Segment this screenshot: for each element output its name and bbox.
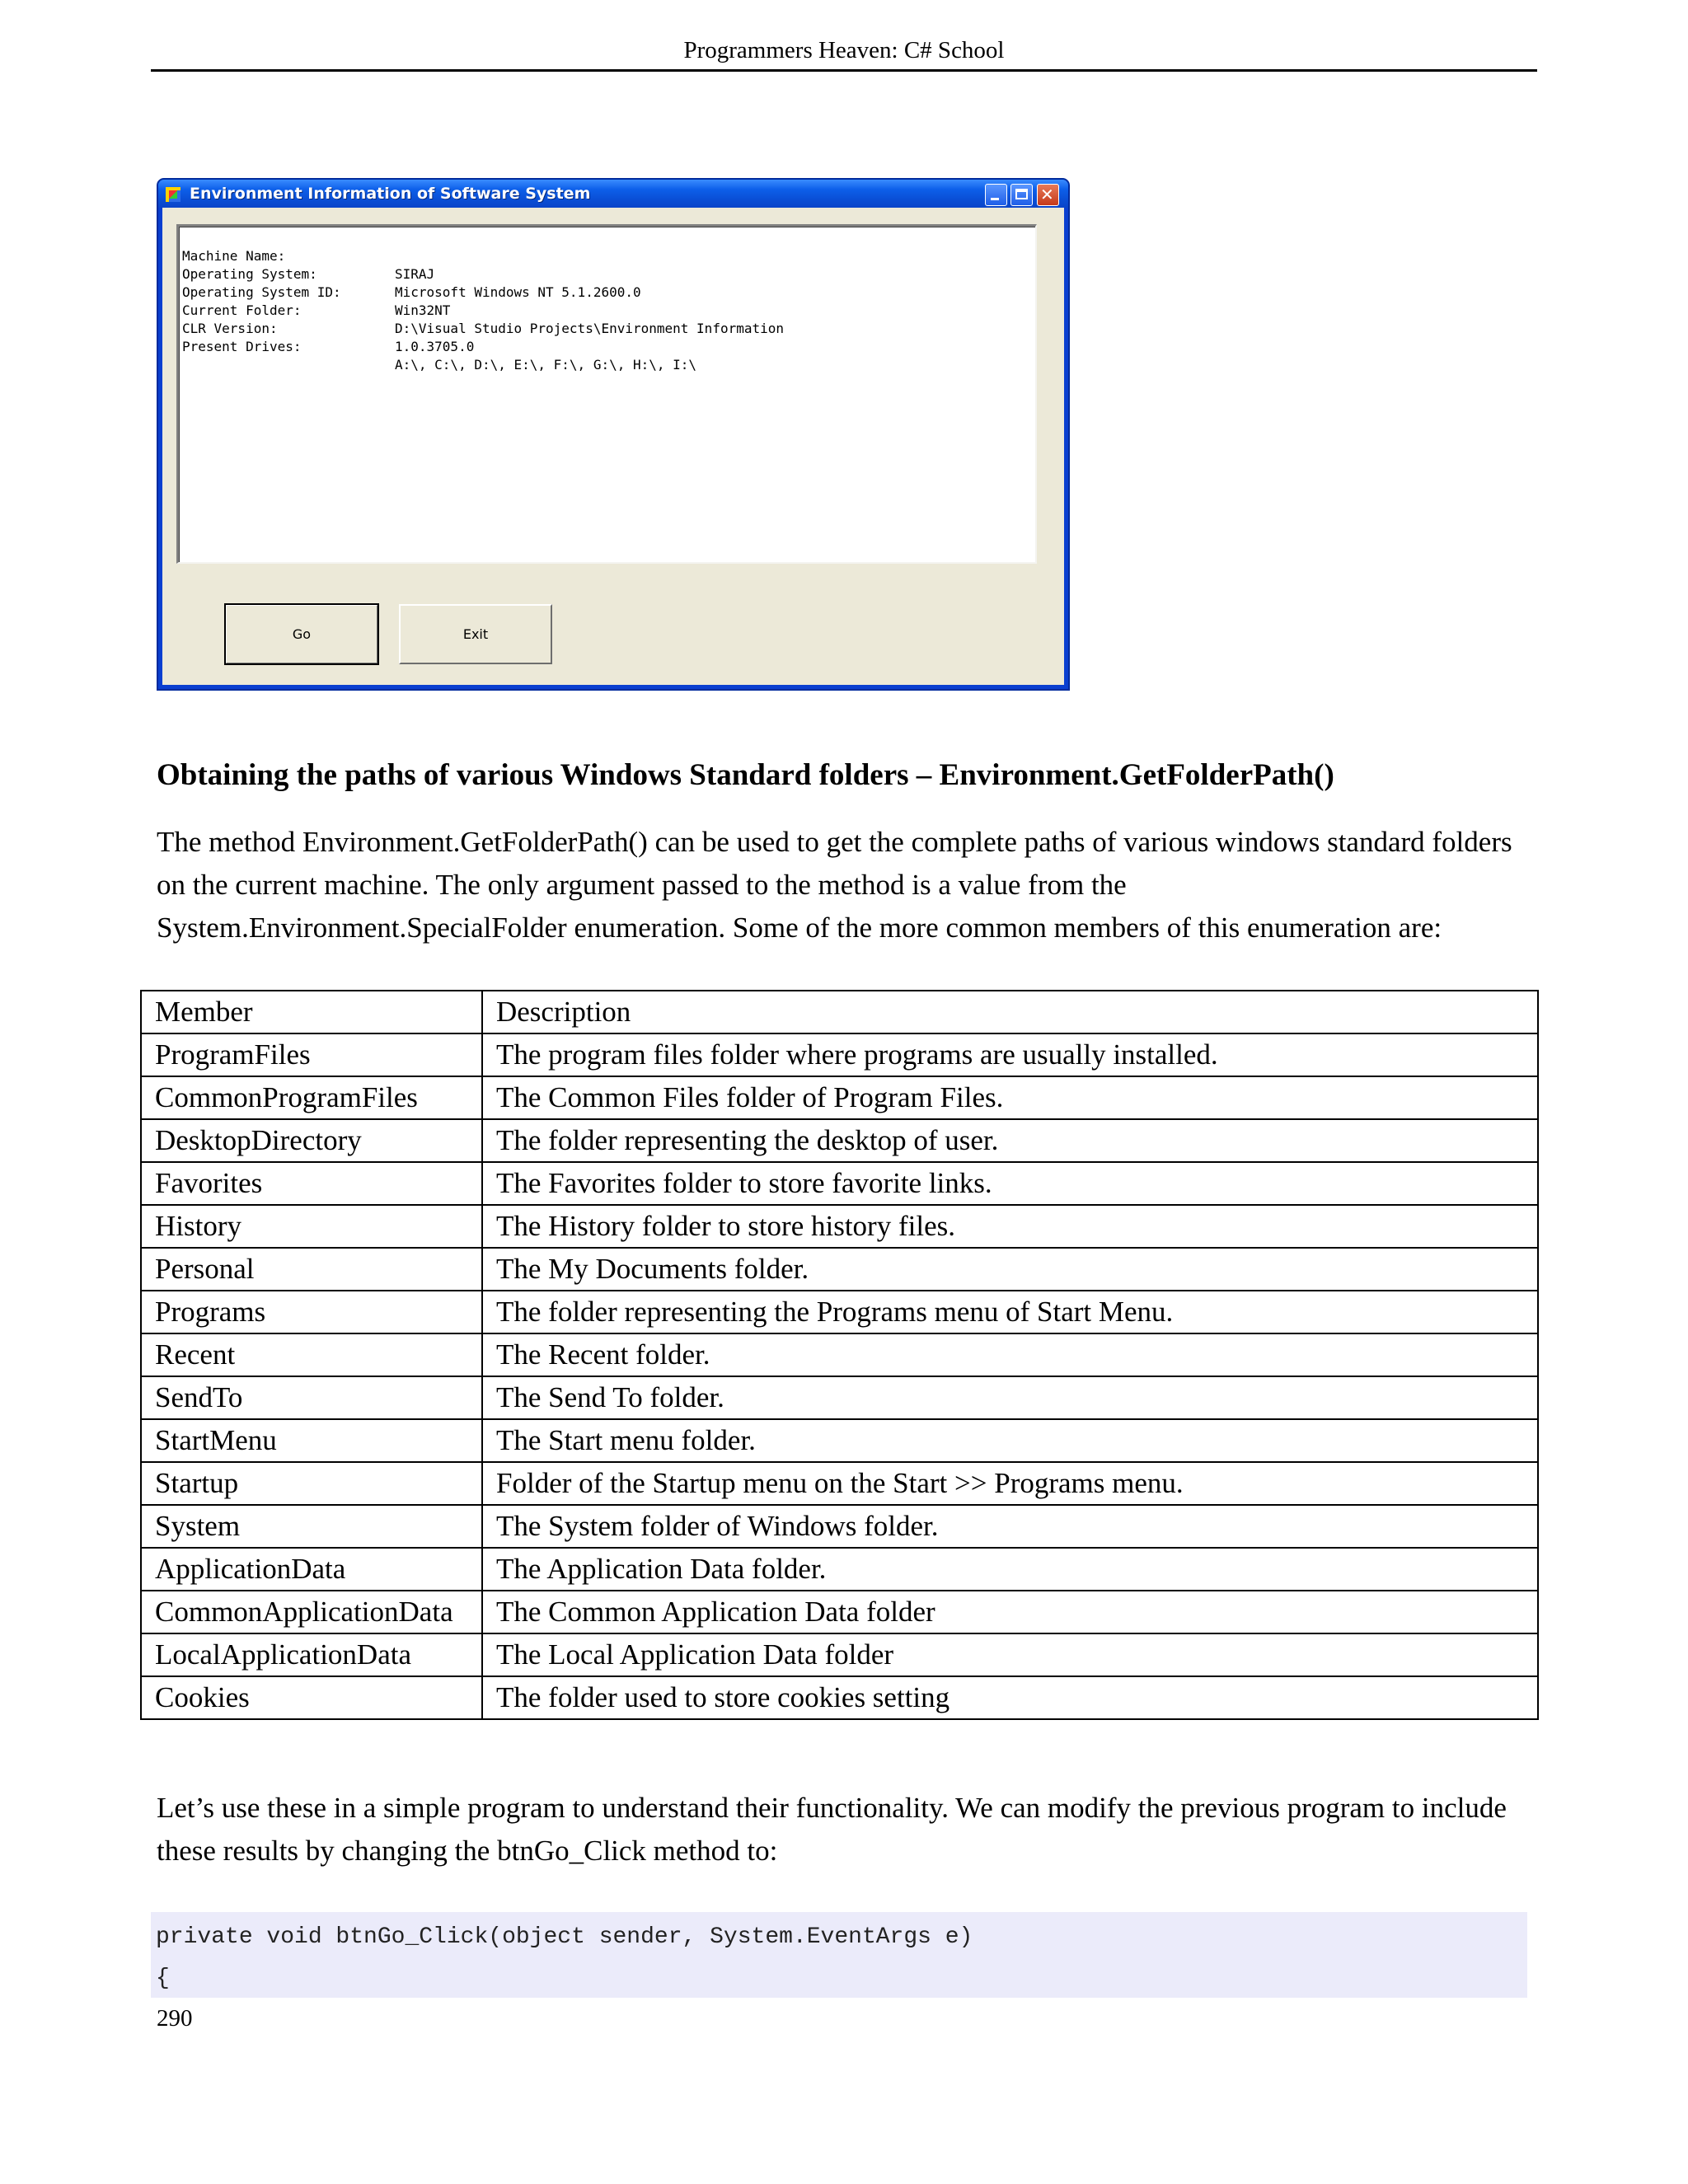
member-cell: System: [141, 1505, 482, 1548]
intro-paragraph: The method Environment.GetFolderPath() can be used to get the complete paths of various windows standard folders on the current machine. The only argument passed to the method is a value from the System.Environment.SpecialFolder enumeration. Some of the more common members of this enumeration are:: [157, 826, 1512, 944]
table-row: [141, 1033, 1538, 1076]
info-value: Microsoft Windows NT 5.1.2600.0: [395, 284, 641, 300]
info-label: Machine Name:: [182, 248, 286, 264]
info-label: CLR Version:: [182, 321, 278, 336]
table-header-row: [141, 991, 1538, 1033]
exit-button[interactable]: Exit: [399, 604, 552, 664]
close-icon: ✕: [1040, 185, 1054, 204]
member-cell: Programs: [141, 1291, 482, 1333]
window-titlebar: [158, 180, 1068, 208]
table-row: [141, 1162, 1538, 1205]
table-row: [141, 1591, 1538, 1633]
description-cell: The My Documents folder.: [482, 1248, 1538, 1291]
maximize-icon: [1015, 189, 1028, 199]
info-value: Win32NT: [395, 302, 451, 318]
member-cell: Personal: [141, 1248, 482, 1291]
info-label: Operating System:: [182, 266, 317, 282]
info-label: Current Folder:: [182, 302, 302, 318]
table-row: [141, 1676, 1538, 1719]
member-cell: LocalApplicationData: [141, 1633, 482, 1676]
code-block: [151, 1912, 1527, 1998]
info-label: Operating System ID:: [182, 284, 341, 300]
description-cell: The System folder of Windows folder.: [482, 1505, 1538, 1548]
description-cell: The folder representing the Programs menu of Start Menu.: [482, 1291, 1538, 1333]
description-cell: The Favorites folder to store favorite links.: [482, 1162, 1538, 1205]
close-button[interactable]: [1037, 184, 1059, 206]
member-cell: ProgramFiles: [141, 1033, 482, 1076]
table-row: [141, 1376, 1538, 1419]
description-cell: The folder representing the desktop of user.: [482, 1119, 1538, 1162]
description-cell: The History folder to store history files.: [482, 1205, 1538, 1248]
table-row: [141, 1205, 1538, 1248]
description-cell: The folder used to store cookies setting: [482, 1676, 1538, 1719]
member-cell: Favorites: [141, 1162, 482, 1205]
member-cell: DesktopDirectory: [141, 1119, 482, 1162]
member-cell: CommonApplicationData: [141, 1591, 482, 1633]
table-row: [141, 1119, 1538, 1162]
description-cell: The Send To folder.: [482, 1376, 1538, 1419]
description-cell: Folder of the Startup menu on the Start >> Programs menu.: [482, 1462, 1538, 1505]
table-row: [141, 1076, 1538, 1119]
minimize-button[interactable]: [985, 184, 1007, 206]
description-cell: The Local Application Data folder: [482, 1633, 1538, 1676]
table-row: [141, 1291, 1538, 1333]
header-rule: [151, 69, 1537, 72]
code-line: {: [156, 1966, 170, 1991]
table-header-cell: Member: [141, 991, 482, 1033]
member-cell: History: [141, 1205, 482, 1248]
environment-info-textbox[interactable]: [176, 224, 1037, 564]
maximize-button[interactable]: [1010, 184, 1033, 206]
minimize-icon: [991, 198, 999, 200]
info-value: 1.0.3705.0: [395, 339, 475, 354]
description-cell: The program files folder where programs are usually installed.: [482, 1033, 1538, 1076]
info-label: Present Drives:: [182, 339, 302, 354]
description-cell: The Start menu folder.: [482, 1419, 1538, 1462]
code-line: private void btnGo_Click(object sender, System.EventArgs e): [156, 1924, 973, 1950]
table-header-cell: Description: [482, 991, 1538, 1033]
section-heading: Obtaining the paths of various Windows Standard folders – Environment.GetFolderPath(): [157, 758, 1334, 792]
window-client-area: [162, 208, 1064, 685]
table-row: [141, 1462, 1538, 1505]
table-row: [141, 1505, 1538, 1548]
followup-paragraph: Let’s use these in a simple program to understand their functionality. We can modify the previous program to include these results by changing the btnGo_Click method to:: [157, 1792, 1507, 1867]
table-row: [141, 1248, 1538, 1291]
description-cell: The Recent folder.: [482, 1333, 1538, 1376]
description-cell: The Common Files folder of Program Files.: [482, 1076, 1538, 1119]
window-title: Environment Information of Software System: [190, 185, 591, 203]
table-row: [141, 1333, 1538, 1376]
info-value: SIRAJ: [395, 266, 435, 282]
special-folder-table: [140, 990, 1539, 1720]
member-cell: Cookies: [141, 1676, 482, 1719]
info-value: D:\Visual Studio Projects\Environment Information: [395, 321, 785, 336]
member-cell: SendTo: [141, 1376, 482, 1419]
member-cell: StartMenu: [141, 1419, 482, 1462]
go-button[interactable]: Go: [225, 604, 378, 664]
member-cell: CommonProgramFiles: [141, 1076, 482, 1119]
description-cell: The Common Application Data folder: [482, 1591, 1538, 1633]
table-row: [141, 1548, 1538, 1591]
table-row: [141, 1419, 1538, 1462]
application-icon: [166, 187, 181, 202]
table-row: [141, 1633, 1538, 1676]
page-number: 290: [157, 2005, 193, 2032]
app-window-screenshot: [157, 178, 1070, 691]
info-value: A:\, C:\, D:\, E:\, F:\, G:\, H:\, I:\: [395, 357, 697, 373]
running-header: Programmers Heaven: C# School: [683, 37, 1005, 63]
description-cell: The Application Data folder.: [482, 1548, 1538, 1591]
member-cell: Startup: [141, 1462, 482, 1505]
member-cell: Recent: [141, 1333, 482, 1376]
member-cell: ApplicationData: [141, 1548, 482, 1591]
